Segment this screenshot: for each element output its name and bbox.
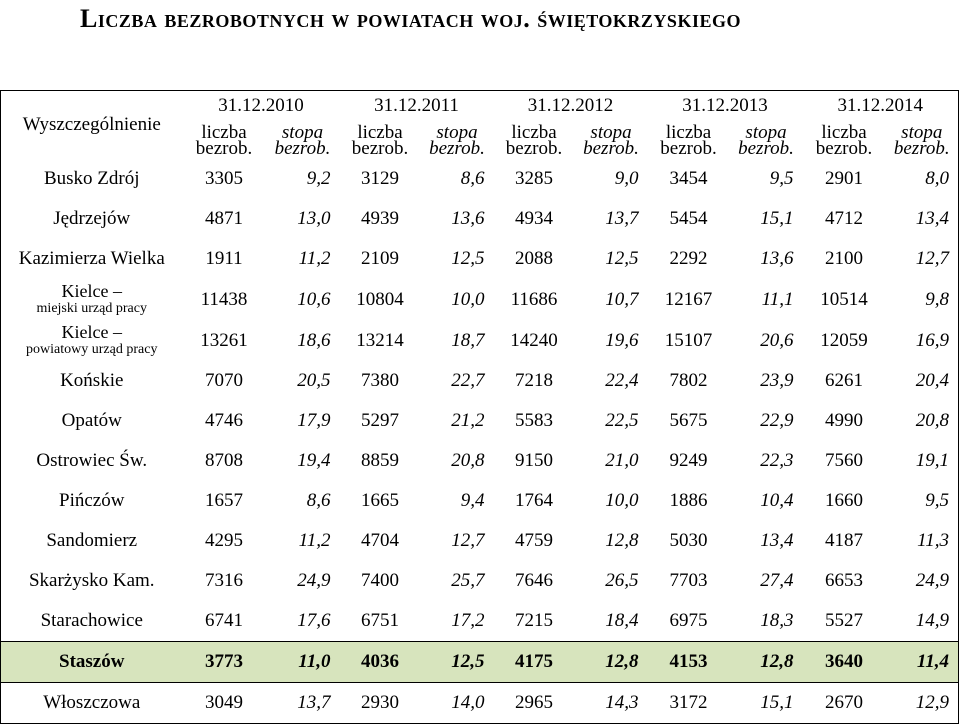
row-name-sub: powiatowy urząd pracy [26, 341, 158, 357]
count-cell: 2930 [361, 692, 399, 713]
count-cell: 4175 [494, 642, 575, 683]
count-cell: 8708 [205, 450, 243, 471]
row-name: Kazimierza Wielka [18, 248, 165, 269]
count-cell: 5527 [825, 610, 864, 631]
count-cell: 3285 [515, 168, 554, 189]
count-cell: 1886 [669, 490, 708, 511]
row-name: Jędrzejów [53, 208, 131, 229]
row-name: Sandomierz [46, 530, 138, 551]
count-cell: 13214 [356, 329, 404, 351]
rate-cell: 18,4 [605, 610, 639, 631]
count-cell: 12167 [664, 288, 713, 310]
count-cell: 13261 [200, 329, 248, 351]
count-cell: 4939 [361, 208, 399, 229]
rate-cell: 15,1 [760, 692, 794, 713]
rate-cell: 9,5 [769, 168, 794, 189]
year-header: 31.12.2012 [527, 94, 614, 116]
rate-cell: 24,9 [915, 570, 950, 591]
count-cell: 7646 [515, 570, 554, 591]
subheader-count: liczba bezrob. [505, 121, 563, 159]
count-cell: 4153 [648, 642, 730, 683]
table-row-highlighted [1, 642, 959, 683]
year-header: 31.12.2010 [218, 94, 304, 116]
count-cell: 4990 [825, 410, 864, 431]
rate-cell: 8,6 [460, 168, 485, 189]
rate-cell: 20,4 [915, 370, 950, 391]
count-cell: 5297 [361, 410, 399, 431]
count-cell: 2965 [515, 692, 554, 713]
count-cell: 3172 [669, 692, 708, 713]
rate-cell: 13,7 [605, 208, 639, 229]
rate-cell: 12,5 [605, 248, 639, 269]
table-row [1, 279, 959, 320]
count-cell: 7560 [825, 450, 864, 471]
count-cell: 5583 [515, 410, 554, 431]
count-cell: 7215 [515, 610, 554, 631]
count-cell: 3305 [205, 168, 243, 189]
count-cell: 2100 [825, 248, 864, 269]
count-cell: 7316 [205, 570, 243, 591]
count-cell: 1660 [825, 490, 864, 511]
count-cell: 4759 [515, 530, 554, 551]
row-name [1, 320, 183, 361]
table-row [1, 481, 959, 521]
count-cell: 7380 [361, 370, 399, 391]
count-cell: 3049 [205, 692, 243, 713]
rate-cell: 11,1 [761, 288, 794, 310]
table-row [1, 361, 959, 401]
rate-cell: 17,2 [451, 610, 485, 631]
count-cell: 12059 [820, 329, 868, 351]
count-cell: 3773 [183, 642, 266, 683]
count-cell: 1665 [361, 490, 399, 511]
count-cell: 6653 [825, 570, 864, 591]
rate-cell: 10,0 [605, 490, 639, 511]
rate-cell: 14,9 [915, 610, 950, 631]
count-cell: 4704 [361, 530, 399, 551]
rate-cell: 11,3 [917, 530, 950, 551]
subheader-count: liczba bezrob. [195, 121, 253, 159]
unemployment-table [0, 90, 959, 724]
rate-cell: 21,0 [605, 450, 639, 471]
count-cell: 1657 [205, 490, 243, 511]
rate-cell: 20,8 [451, 450, 485, 471]
rate-cell: 17,9 [297, 410, 331, 431]
count-cell: 7802 [669, 370, 708, 391]
count-cell: 6751 [361, 610, 399, 631]
rate-cell: 14,3 [605, 692, 639, 713]
rate-cell: 15,1 [760, 208, 794, 229]
count-cell: 4871 [205, 208, 243, 229]
count-cell: 4187 [825, 530, 864, 551]
rate-cell: 18,6 [297, 329, 331, 351]
count-cell: 7070 [205, 370, 243, 391]
rate-cell: 10,0 [451, 288, 485, 310]
rate-cell: 11,2 [298, 530, 331, 551]
rate-cell: 12,8 [575, 642, 648, 683]
row-name: Ostrowiec Św. [36, 450, 148, 471]
rate-cell: 19,4 [297, 450, 331, 471]
table-row [1, 199, 959, 239]
row-name-sub: miejski urząd pracy [36, 300, 147, 316]
rate-cell: 9,0 [614, 168, 639, 189]
rate-cell: 14,0 [451, 692, 485, 713]
rate-cell: 12,7 [915, 248, 950, 269]
subheader-rate: stopa bezrob. [583, 121, 639, 159]
year-header: 31.12.2013 [682, 94, 768, 116]
subheader-count: liczba bezrob. [815, 121, 873, 159]
table-row [1, 601, 959, 642]
count-cell: 4295 [205, 530, 243, 551]
rate-cell: 10,7 [605, 288, 639, 310]
rate-cell: 10,6 [297, 288, 331, 310]
count-cell: 14240 [510, 329, 558, 351]
count-cell: 2109 [361, 248, 399, 269]
count-cell: 6261 [825, 370, 864, 391]
count-cell: 1764 [515, 490, 554, 511]
header-row-years [1, 91, 959, 121]
rate-cell: 12,7 [451, 530, 485, 551]
subheader-rate: stopa bezrob. [738, 121, 794, 159]
rate-cell: 26,5 [605, 570, 639, 591]
count-cell: 7400 [361, 570, 399, 591]
rate-cell: 12,5 [451, 248, 485, 269]
rate-cell: 13,4 [915, 208, 950, 229]
rate-cell: 12,8 [605, 530, 639, 551]
table-row [1, 401, 959, 441]
rate-cell: 22,9 [760, 410, 794, 431]
header-label: Wyszczególnienie [22, 114, 161, 135]
rate-cell: 13,6 [760, 248, 794, 269]
table-row [1, 683, 959, 724]
rate-cell: 18,7 [451, 329, 485, 351]
rate-cell: 17,6 [297, 610, 331, 631]
count-cell: 5454 [669, 208, 708, 229]
count-cell: 6975 [669, 610, 708, 631]
count-cell: 9249 [669, 450, 708, 471]
count-cell: 8859 [361, 450, 399, 471]
year-header: 31.12.2014 [837, 94, 924, 116]
rate-cell: 18,3 [760, 610, 794, 631]
rate-cell: 8,0 [925, 168, 950, 189]
table-row [1, 561, 959, 601]
row-name: Staszów [1, 642, 183, 683]
count-cell: 4712 [825, 208, 864, 229]
rate-cell: 20,6 [760, 329, 794, 351]
rate-cell: 13,7 [297, 692, 331, 713]
rate-cell: 9,2 [306, 168, 331, 189]
count-cell: 10514 [820, 288, 868, 310]
subheader-count: liczba bezrob. [660, 121, 717, 159]
row-name-main: Kielce – [61, 280, 122, 301]
rate-cell: 24,9 [297, 570, 331, 591]
count-cell: 5675 [669, 410, 708, 431]
rate-cell: 13,6 [451, 208, 485, 229]
rate-cell: 9,4 [460, 490, 485, 511]
row-name: Opatów [61, 410, 122, 431]
table-row [1, 320, 959, 361]
rate-cell: 8,6 [306, 490, 331, 511]
table-row [1, 239, 959, 279]
row-name: Włoszczowa [43, 692, 141, 713]
rate-cell: 22,5 [605, 410, 639, 431]
rate-cell: 11,4 [886, 642, 959, 683]
row-name: Busko Zdrój [43, 168, 140, 189]
rate-cell: 23,9 [760, 370, 794, 391]
rate-cell: 21,2 [451, 410, 485, 431]
year-header: 31.12.2011 [374, 94, 459, 116]
count-cell: 7703 [669, 570, 708, 591]
rate-cell: 11,2 [298, 248, 331, 269]
rate-cell: 12,8 [730, 642, 803, 683]
page-title: Liczba bezrobotnych w powiatach woj. świętokrzyskiego [80, 4, 741, 33]
row-name: Skarżysko Kam. [28, 570, 155, 591]
subheader-rate: stopa bezrob. [429, 121, 485, 159]
count-cell: 15107 [664, 329, 713, 351]
count-cell: 2901 [825, 168, 864, 189]
rate-cell: 20,8 [915, 410, 950, 431]
subheader-count: liczba bezrob. [351, 121, 409, 159]
row-name: Końskie [60, 370, 124, 391]
rate-cell: 13,0 [297, 208, 331, 229]
count-cell: 7218 [515, 370, 554, 391]
row-name [1, 279, 183, 320]
rate-cell: 22,4 [605, 370, 639, 391]
rate-cell: 12,9 [915, 692, 950, 713]
count-cell: 9150 [515, 450, 554, 471]
rate-cell: 10,4 [760, 490, 794, 511]
count-cell: 11438 [200, 288, 248, 310]
rate-cell: 22,7 [451, 370, 485, 391]
rate-cell: 19,1 [915, 450, 950, 471]
table-row [1, 159, 959, 199]
rate-cell: 13,4 [760, 530, 794, 551]
subheader-rate: stopa bezrob. [893, 121, 950, 159]
count-cell: 5030 [669, 530, 708, 551]
count-cell: 6741 [205, 610, 243, 631]
rate-cell: 11,0 [266, 642, 340, 683]
count-cell: 2088 [515, 248, 554, 269]
table-row [1, 521, 959, 561]
count-cell: 10804 [356, 288, 404, 310]
row-name-main: Kielce – [61, 321, 122, 342]
rate-cell: 9,8 [925, 288, 950, 310]
subheader-rate: stopa bezrob. [274, 121, 331, 159]
rate-cell: 9,5 [925, 490, 950, 511]
rate-cell: 19,6 [605, 329, 639, 351]
rate-cell: 25,7 [451, 570, 485, 591]
count-cell: 4746 [205, 410, 243, 431]
count-cell: 4934 [515, 208, 554, 229]
rate-cell: 22,3 [760, 450, 794, 471]
count-cell: 3454 [669, 168, 708, 189]
count-cell: 2292 [669, 248, 708, 269]
count-cell: 11686 [510, 288, 558, 310]
count-cell: 1911 [205, 248, 243, 269]
rate-cell: 20,5 [297, 370, 331, 391]
count-cell: 3640 [803, 642, 886, 683]
rate-cell: 16,9 [915, 329, 950, 351]
row-name: Pińczów [59, 490, 125, 511]
rate-cell: 27,4 [760, 570, 794, 591]
count-cell: 3129 [361, 168, 399, 189]
rate-cell: 12,5 [421, 642, 494, 683]
count-cell: 2670 [825, 692, 864, 713]
count-cell: 4036 [340, 642, 421, 683]
table-row [1, 441, 959, 481]
row-name: Starachowice [40, 610, 143, 631]
